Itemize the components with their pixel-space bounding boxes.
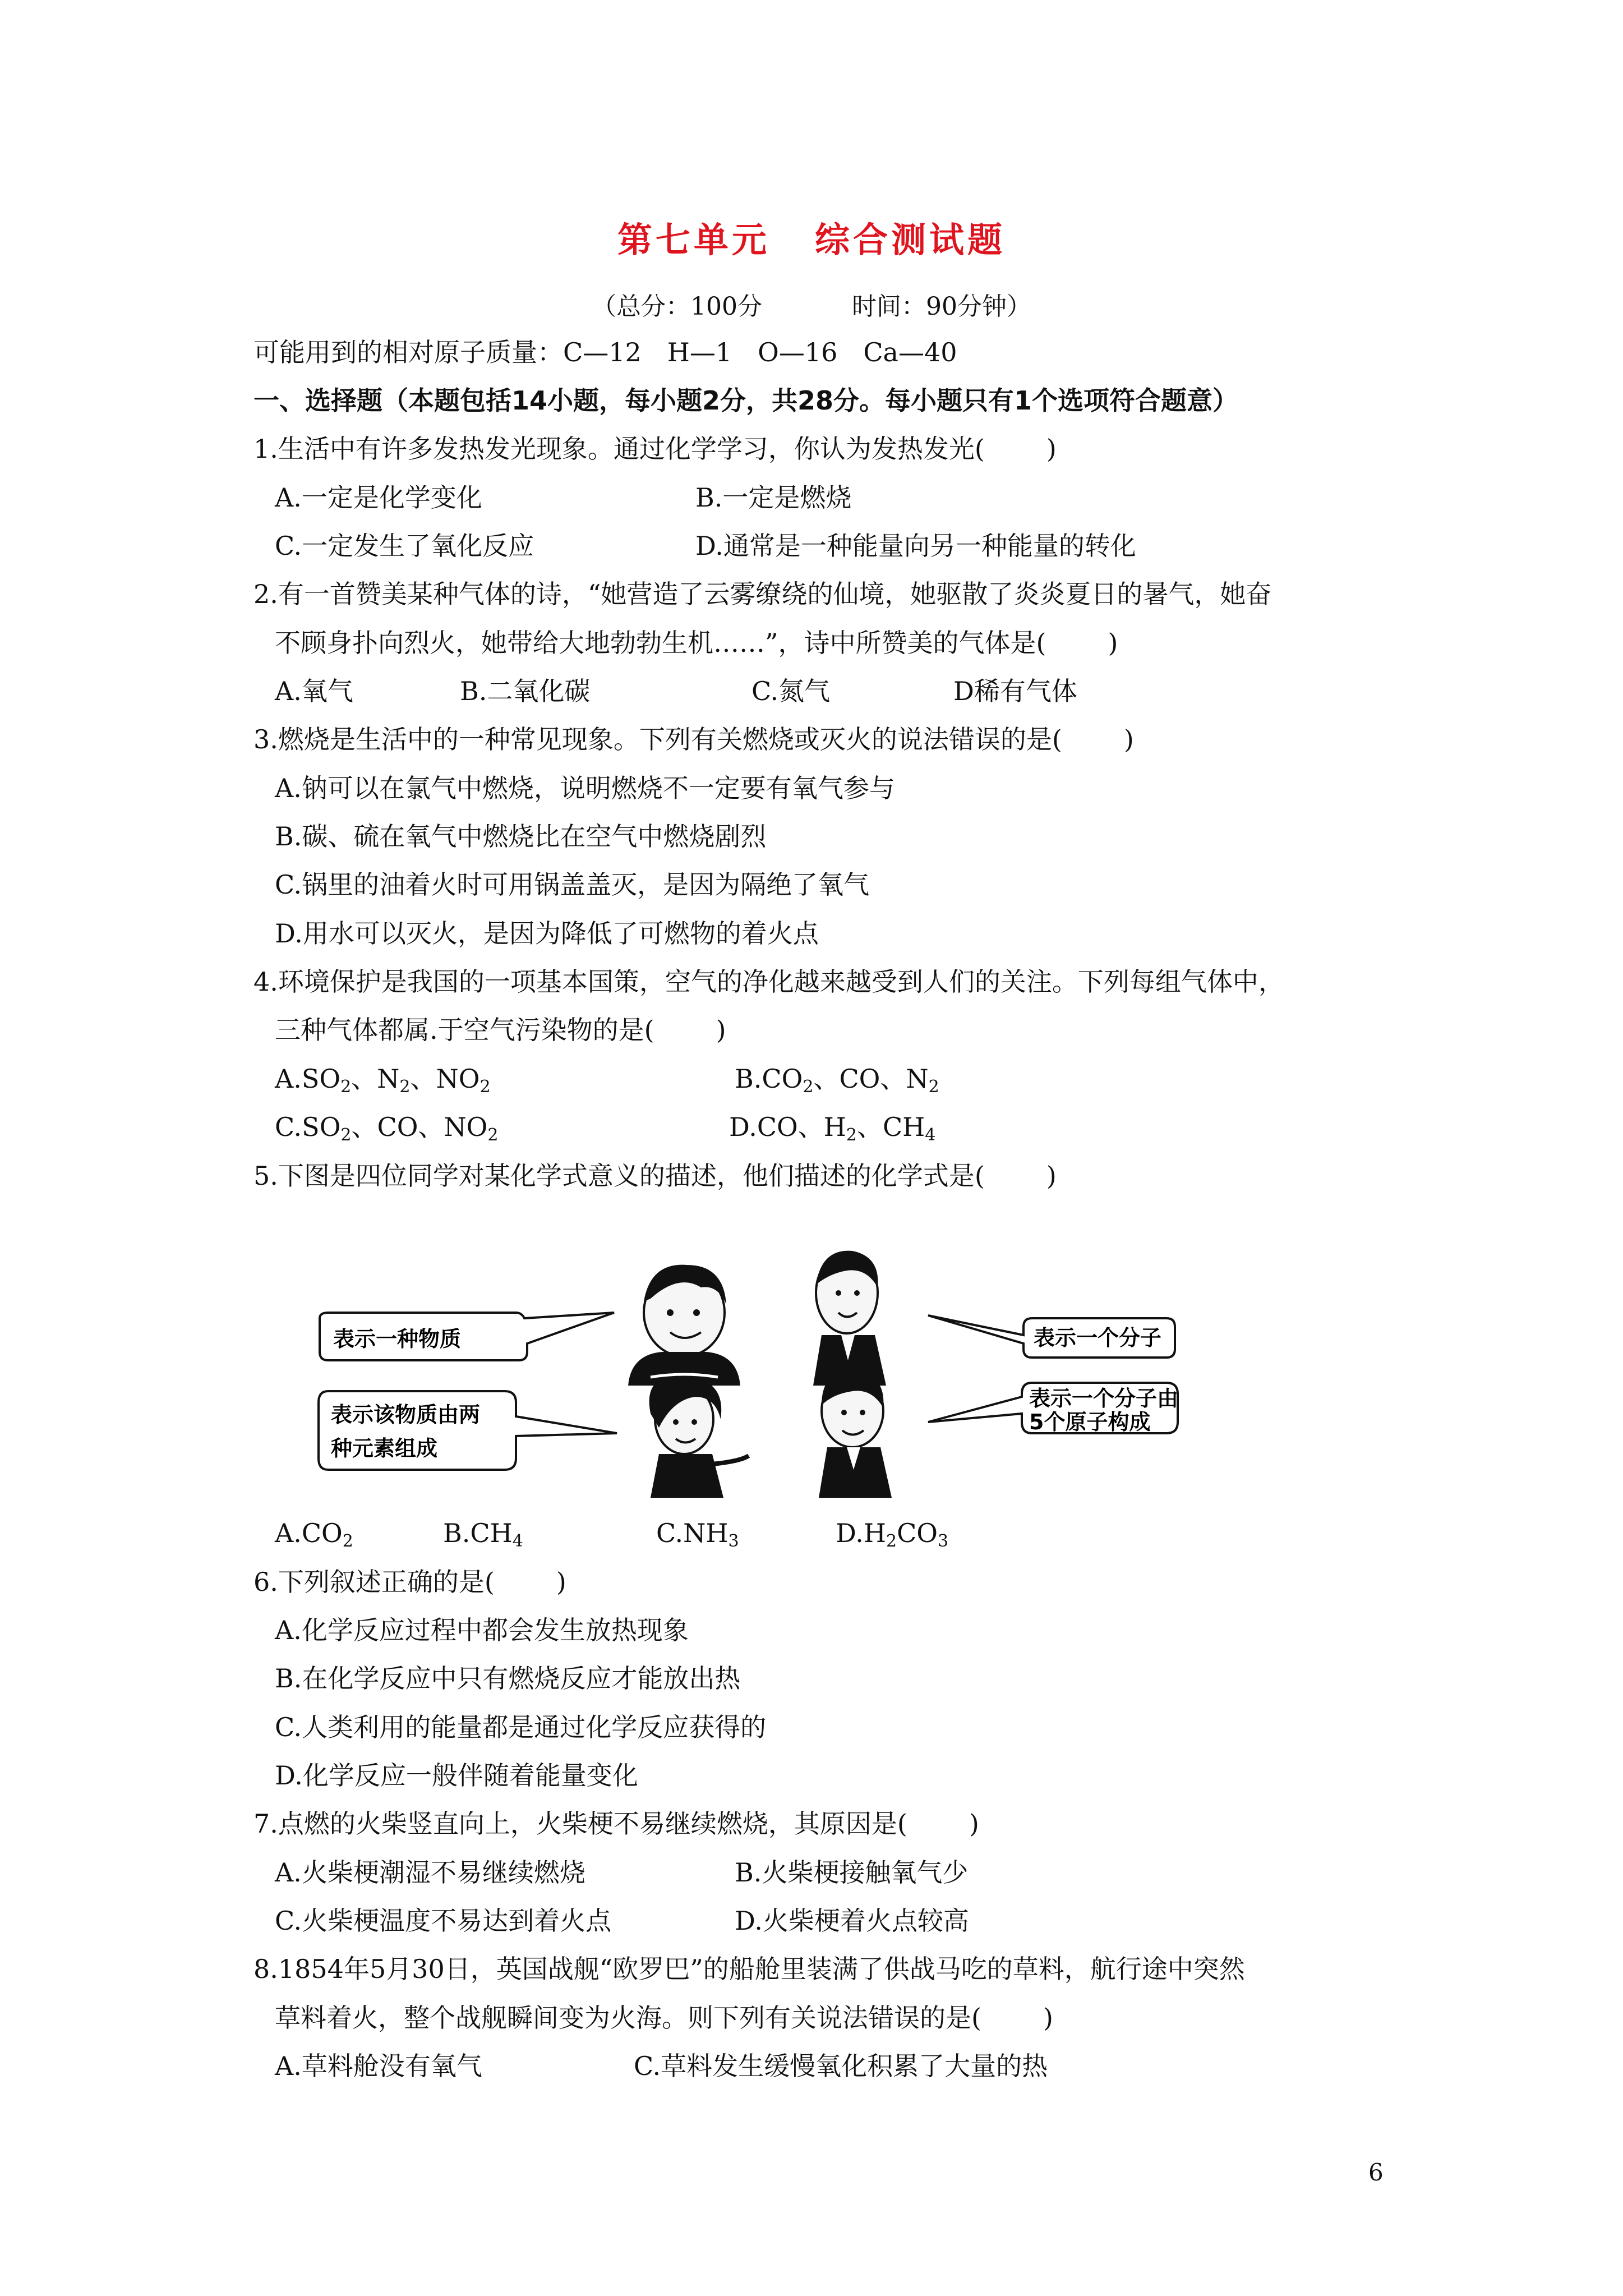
q5-figure: [314, 1234, 1234, 1526]
bubble-3-text-line2: 种元素组成: [331, 1436, 438, 1461]
student-2-illustration: [813, 1251, 886, 1386]
q2-stem-line1: 2.有一首赞美某种气体的诗，“她营造了云雾缭绕的仙境，她驱散了炎炎夏日的暑气，她奋: [253, 579, 1272, 609]
q6-option-c: C.人类利用的能量都是通过化学反应获得的: [275, 1712, 767, 1742]
q3-option-d: D.用水可以灭火，是因为降低了可燃物的着火点: [275, 918, 819, 949]
q1-option-c: C.一定发生了氧化反应: [275, 531, 534, 561]
q4-option-c: $C.SO_2$、CO、$NO_2$: [275, 1112, 499, 1145]
bubble-3-text-line1: 表示该物质由两: [331, 1402, 481, 1427]
q5-option-d: $D.H_2CO_3$: [836, 1518, 949, 1551]
student-4-illustration: [819, 1372, 892, 1498]
q2-option-b: B.二氧化碳: [460, 676, 591, 706]
q7-option-d: D.火柴梗着火点较高: [735, 1906, 969, 1936]
q1-stem: 1.生活中有许多发热发光现象。通过化学学习，你认为发热发光( ): [253, 434, 1057, 464]
q5-stem: 5.下图是四位同学对某化学式意义的描述，他们描述的化学式是( ): [253, 1161, 1057, 1191]
q8-option-a: A.草料舱没有氧气: [275, 2051, 482, 2081]
q4-option-d: D.CO、$H_2$、$CH_4$: [729, 1112, 936, 1145]
q5-option-c: $C.NH_3$: [656, 1518, 739, 1551]
q1-option-d: D.通常是一种能量向另一种能量的转化: [695, 531, 1136, 561]
time-limit: 时间：90分钟）: [851, 292, 1031, 321]
q4-option-a: $A.SO_2$、$N_2$、$NO_2$: [275, 1064, 491, 1097]
q7-option-c: C.火柴梗温度不易达到着火点: [275, 1906, 612, 1936]
section-heading: 一、选择题（本题包括14小题，每小题2分，共28分。每小题只有1个选项符合题意）: [253, 385, 1239, 416]
q3-option-a: A.钠可以在氯气中燃烧，说明燃烧不一定要有氧气参与: [275, 773, 895, 803]
bubble-2-text: 表示一个分子: [1034, 1326, 1162, 1350]
q1-option-a: A.一定是化学变化: [275, 482, 482, 513]
q4-stem-line1: 4.环境保护是我国的一项基本国策，空气的净化越来越受到人们的关注。下列每组气体中，: [253, 967, 1284, 997]
bubble-4-text-line2: 5个原子构成: [1029, 1410, 1151, 1434]
q3-option-c: C.锅里的油着火时可用锅盖盖灭，是因为隔绝了氧气: [275, 869, 870, 900]
q6-option-a: A.化学反应过程中都会发生放热现象: [275, 1615, 689, 1645]
page-title: [0, 212, 1623, 262]
q2-stem-line2: 不顾身扑向烈火，她带给大地勃勃生机……”，诗中所赞美的气体是( ): [275, 628, 1118, 658]
q7-stem: 7.点燃的火柴竖直向上，火柴梗不易继续燃烧，其原因是( ): [253, 1809, 979, 1839]
test-title: 综合测试题: [815, 219, 1006, 260]
total-score: （总分：100分: [592, 292, 762, 321]
q8-stem-line2: 草料着火，整个战舰瞬间变为火海。则下列有关说法错误的是( ): [275, 2003, 1053, 2033]
q3-option-b: B.碳、硫在氧气中燃烧比在空气中燃烧剧烈: [275, 821, 767, 852]
q8-option-c: C.草料发生缓慢氧化积累了大量的热: [634, 2051, 1048, 2081]
q2-option-a: A.氧气: [275, 676, 353, 706]
q5-option-b: $B.CH_4$: [443, 1518, 523, 1551]
q5-option-a: $A.CO_2$: [275, 1518, 353, 1551]
unit-label: 第七单元: [617, 219, 770, 260]
q2-option-d: D稀有气体: [953, 676, 1077, 706]
q7-option-b: B.火柴梗接触氧气少: [735, 1857, 969, 1888]
atomic-mass-note: 可能用到的相对原子质量：C—12 H—1 O—16 Ca—40: [253, 337, 957, 367]
bubble-4-text-line1: 表示一个分子由: [1029, 1386, 1179, 1411]
q3-stem: 3.燃烧是生活中的一种常见现象。下列有关燃烧或灭火的说法错误的是( ): [253, 724, 1134, 754]
exam-info: [0, 286, 1623, 322]
q1-option-b: B.一定是燃烧: [695, 482, 852, 513]
student-3-illustration: [649, 1377, 749, 1498]
student-1-illustration: [628, 1265, 740, 1386]
q8-stem-line1: 8.1854年5月30日，英国战舰“欧罗巴”的船舱里装满了供战马吃的草料，航行途中突然: [253, 1954, 1245, 1984]
q2-option-c: C.氮气: [751, 676, 831, 706]
bubble-1-text: 表示一种物质: [333, 1327, 462, 1351]
page-number: 6: [1368, 2159, 1384, 2186]
q4-option-b: $B.CO_2$、CO、$N_2$: [735, 1064, 939, 1097]
q4-stem-line2: 三种气体都属.于空气污染物的是( ): [275, 1015, 726, 1045]
q6-option-b: B.在化学反应中只有燃烧反应才能放出热: [275, 1663, 741, 1694]
q6-option-d: D.化学反应一般伴随着能量变化: [275, 1760, 638, 1791]
q7-option-a: A.火柴梗潮湿不易继续燃烧: [275, 1857, 585, 1888]
q6-stem: 6.下列叙述正确的是( ): [253, 1567, 566, 1597]
